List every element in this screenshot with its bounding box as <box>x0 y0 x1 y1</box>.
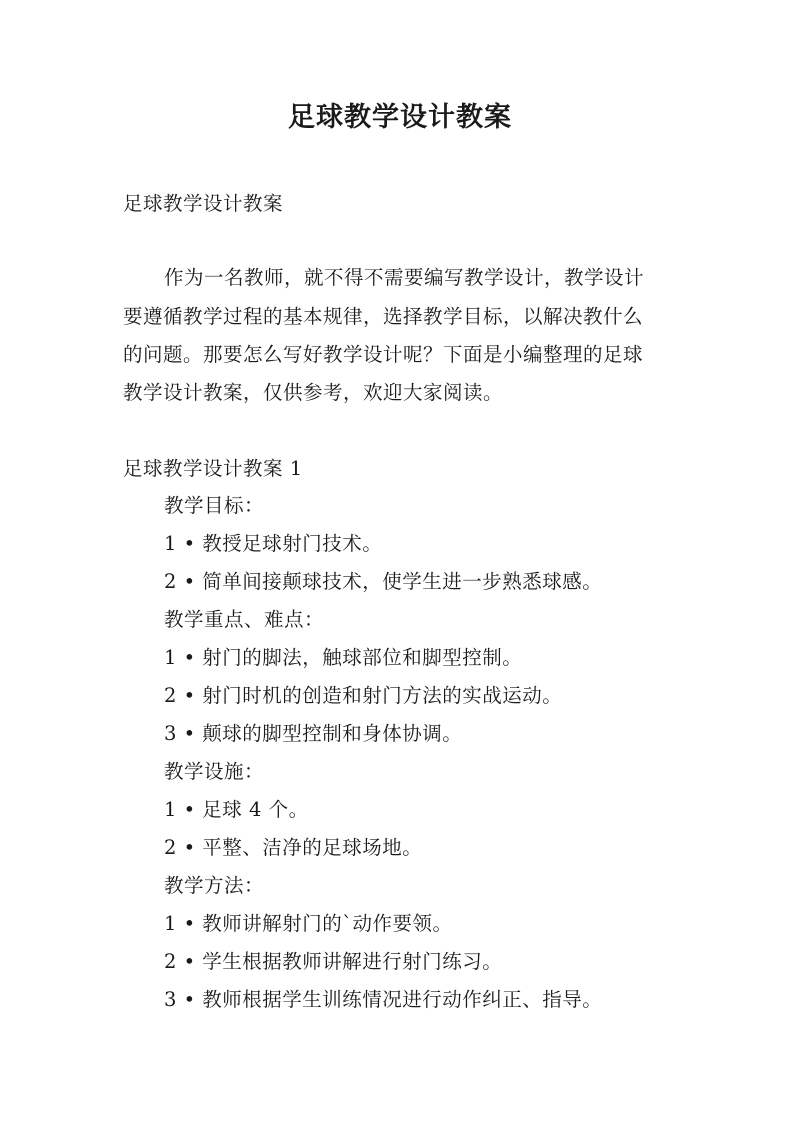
intro-line: 要遵循教学过程的基本规律，选择教学目标，以解决教什么 <box>123 305 644 328</box>
list-item: 1 • 射门的脚法，触球部位和脚型控制。 <box>164 646 523 669</box>
heading-teaching-methods: 教学方法： <box>164 874 265 897</box>
list-item: 2 • 简单间接颠球技术，使学生进一步熟悉球感。 <box>164 570 603 593</box>
section-heading: 足球教学设计教案 1 <box>123 457 303 480</box>
document-title: 足球教学设计教案 <box>288 102 512 133</box>
intro-line: 作为一名教师，就不得不需要编写教学设计，教学设计 <box>164 266 645 289</box>
heading-facilities: 教学设施： <box>164 760 265 783</box>
list-item: 2 • 平整、洁净的足球场地。 <box>164 836 423 859</box>
list-item: 2 • 射门时机的创造和射门方法的实战运动。 <box>164 684 563 707</box>
list-item: 1 • 教授足球射门技术。 <box>164 532 383 555</box>
list-item: 3 • 教师根据学生训练情况进行动作纠正、指导。 <box>164 988 603 1011</box>
heading-key-points: 教学重点、难点： <box>164 608 325 631</box>
intro-line: 的问题。那要怎么写好教学设计呢？下面是小编整理的足球 <box>123 343 644 366</box>
list-item: 3 • 颠球的脚型控制和身体协调。 <box>164 722 463 745</box>
intro-line: 教学设计教案，仅供参考，欢迎大家阅读。 <box>123 381 504 404</box>
list-item: 1 • 教师讲解射门的`动作要领。 <box>164 912 453 935</box>
list-item: 1 • 足球 4 个。 <box>164 798 309 821</box>
list-item: 2 • 学生根据教师讲解进行射门练习。 <box>164 950 503 973</box>
document-subtitle: 足球教学设计教案 <box>123 192 284 215</box>
heading-teaching-goals: 教学目标： <box>164 494 265 517</box>
